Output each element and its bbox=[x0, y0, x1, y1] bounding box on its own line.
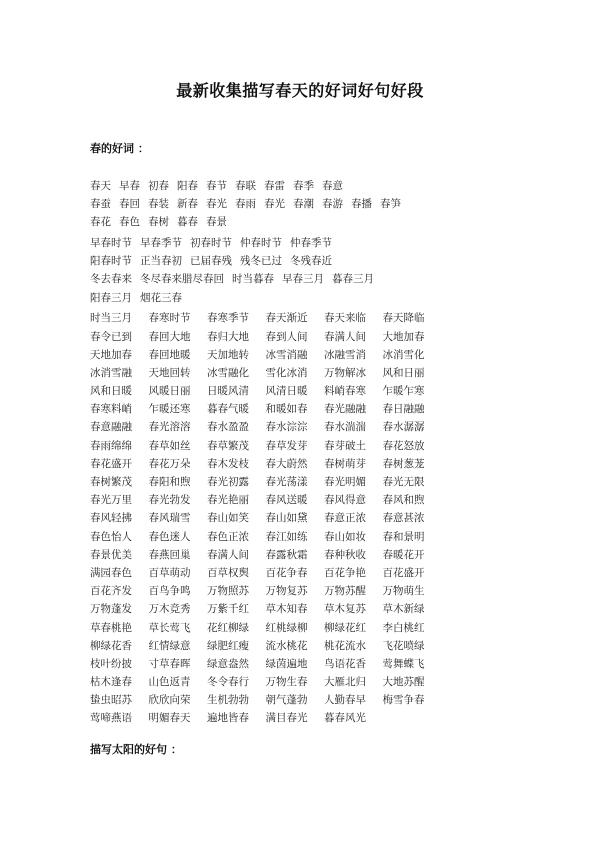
word-row bbox=[90, 691, 520, 709]
word-item: 草木复苏 bbox=[324, 603, 366, 616]
word-item: 初春 bbox=[148, 180, 169, 192]
word-item: 春山如笑 bbox=[207, 512, 249, 525]
word-item: 暮春 bbox=[177, 216, 198, 229]
word-item: 时当三月 bbox=[90, 312, 132, 325]
word-row bbox=[90, 270, 520, 288]
word-item: 已届春残 bbox=[190, 255, 232, 268]
word-item: 正当春初 bbox=[140, 255, 182, 268]
word-item: 春木发枝 bbox=[207, 457, 249, 470]
word-item: 朝气蓬勃 bbox=[265, 694, 308, 707]
word-row bbox=[90, 673, 520, 691]
word-item: 春阳和煦 bbox=[148, 476, 191, 488]
word-row bbox=[90, 289, 520, 307]
word-item: 冰雪消融 bbox=[265, 348, 308, 361]
word-item: 春回大地 bbox=[148, 330, 191, 343]
word-item: 春天降临 bbox=[382, 312, 425, 325]
word-item: 大雁北归 bbox=[324, 676, 366, 689]
word-item: 春风瑞雪 bbox=[148, 512, 191, 525]
word-row bbox=[90, 600, 520, 618]
word-item: 春联 bbox=[235, 180, 256, 192]
word-row bbox=[90, 213, 520, 231]
word-item: 春花盛开 bbox=[90, 457, 132, 470]
word-item: 乍暖还寒 bbox=[148, 403, 191, 416]
word-item: 暮春气暖 bbox=[207, 403, 249, 416]
word-row bbox=[90, 491, 520, 509]
word-item: 春草发芽 bbox=[265, 439, 308, 452]
word-row bbox=[90, 328, 520, 346]
word-item: 万木竞秀 bbox=[148, 603, 191, 616]
word-item: 乍暖乍寒 bbox=[382, 385, 425, 398]
word-item: 百鸟争鸣 bbox=[148, 585, 191, 598]
word-item: 飞花喷绿 bbox=[382, 639, 425, 652]
word-item: 春树萌芽 bbox=[324, 457, 366, 470]
word-item: 李白桃红 bbox=[382, 621, 425, 634]
word-item: 柳绿花红 bbox=[324, 621, 366, 634]
word-item: 春树 bbox=[148, 216, 169, 229]
word-item: 大地苏醒 bbox=[382, 676, 425, 689]
word-item: 绿茵遍地 bbox=[265, 657, 308, 670]
word-item: 春水淙淙 bbox=[265, 421, 308, 434]
word-row bbox=[90, 582, 520, 600]
word-item: 草春桃艳 bbox=[90, 621, 132, 634]
word-item: 春水潺潺 bbox=[382, 421, 425, 434]
word-item: 万物蓬发 bbox=[90, 603, 132, 616]
word-row bbox=[90, 364, 520, 382]
word-item: 初春时节 bbox=[190, 237, 232, 250]
word-item: 春色 bbox=[119, 216, 140, 229]
word-item: 春意甚浓 bbox=[382, 512, 425, 525]
word-row bbox=[90, 546, 520, 564]
word-item: 仲春季节 bbox=[290, 237, 332, 250]
word-item: 春风轻拂 bbox=[90, 512, 132, 525]
word-item: 春雨绵绵 bbox=[90, 439, 132, 452]
word-item: 春水湍湍 bbox=[324, 421, 366, 434]
spring-word-list bbox=[90, 177, 520, 728]
word-item: 春笋 bbox=[380, 198, 401, 211]
word-item: 天地回转 bbox=[148, 366, 191, 379]
word-item: 春光 bbox=[206, 198, 227, 211]
word-item: 百草萌动 bbox=[148, 566, 191, 579]
word-item: 春花怒放 bbox=[382, 439, 425, 452]
word-item: 春装 bbox=[148, 198, 169, 211]
word-item: 欣欣向荣 bbox=[148, 694, 191, 707]
word-item: 百花盛开 bbox=[382, 566, 425, 579]
word-item: 早春季节 bbox=[140, 237, 182, 250]
word-item: 春游 bbox=[322, 198, 343, 211]
word-item: 暮春三月 bbox=[332, 273, 374, 286]
word-item: 大地加春 bbox=[382, 330, 425, 343]
word-item: 春回 bbox=[119, 198, 140, 211]
word-item: 春花万朵 bbox=[148, 457, 191, 470]
word-item: 春光融融 bbox=[324, 403, 366, 416]
word-item: 春大蔚然 bbox=[265, 457, 308, 470]
word-item: 春色正浓 bbox=[207, 530, 249, 543]
word-row bbox=[90, 455, 520, 473]
word-item: 人勤春早 bbox=[324, 694, 366, 707]
word-item: 春草繁茂 bbox=[207, 439, 249, 452]
word-item: 春草如丝 bbox=[148, 439, 191, 452]
word-item: 新春 bbox=[177, 198, 198, 211]
word-item: 风暖日丽 bbox=[148, 385, 191, 398]
word-item: 冰雪融化 bbox=[207, 366, 249, 379]
word-row bbox=[90, 473, 520, 491]
word-item: 春归大地 bbox=[207, 330, 249, 343]
word-row bbox=[90, 382, 520, 400]
word-item: 春意正浓 bbox=[324, 512, 366, 525]
word-item: 桃花流水 bbox=[324, 639, 366, 652]
word-item: 万物照苏 bbox=[207, 585, 249, 598]
word-item: 柳绿花香 bbox=[90, 639, 132, 652]
word-item: 春芽破土 bbox=[324, 439, 366, 452]
word-item: 春树繁茂 bbox=[90, 476, 132, 488]
word-item: 春水盈盈 bbox=[207, 421, 249, 434]
word-item: 春光明媚 bbox=[324, 476, 366, 488]
word-item: 残冬已过 bbox=[240, 255, 282, 268]
word-row bbox=[90, 234, 520, 252]
word-item: 春种秋收 bbox=[324, 548, 366, 561]
word-item: 春光 bbox=[264, 198, 285, 211]
word-item: 春寒料峭 bbox=[90, 403, 132, 416]
word-item: 百草权舆 bbox=[207, 566, 249, 579]
word-item: 万物生春 bbox=[265, 676, 308, 689]
word-item: 春风和煦 bbox=[382, 494, 425, 507]
word-item: 满园春色 bbox=[90, 566, 132, 579]
word-item: 春播 bbox=[351, 198, 372, 211]
word-item: 烟花三春 bbox=[140, 291, 182, 304]
word-item: 春露秋霜 bbox=[265, 548, 308, 561]
word-item: 万物解冰 bbox=[324, 366, 366, 379]
word-item: 春满人间 bbox=[324, 330, 366, 343]
word-item: 百花争春 bbox=[265, 566, 308, 579]
word-item: 暮春风光 bbox=[324, 712, 366, 725]
word-item: 春雨 bbox=[235, 198, 256, 211]
word-item: 春意 bbox=[322, 180, 343, 192]
word-row bbox=[90, 709, 520, 727]
word-item: 草木新绿 bbox=[382, 603, 425, 616]
word-row bbox=[90, 400, 520, 418]
word-item: 春寒季节 bbox=[207, 312, 249, 325]
word-item: 春寒时节 bbox=[148, 312, 191, 325]
word-item: 春景优美 bbox=[90, 548, 132, 561]
word-item: 草木知春 bbox=[265, 603, 308, 616]
word-item: 遍地皆春 bbox=[207, 712, 249, 725]
word-item: 万紫千红 bbox=[207, 603, 249, 616]
word-item: 山色返青 bbox=[148, 676, 191, 689]
word-item: 春回地暖 bbox=[148, 348, 191, 361]
word-item: 冰融雪消 bbox=[324, 348, 366, 361]
word-item: 日暖风清 bbox=[207, 385, 249, 398]
word-item: 春光溶溶 bbox=[148, 421, 191, 434]
word-item: 春光万里 bbox=[90, 494, 132, 507]
word-item: 春景 bbox=[206, 216, 227, 229]
word-item: 生机勃勃 bbox=[207, 694, 249, 707]
word-row bbox=[90, 177, 520, 195]
word-item: 春到人间 bbox=[265, 330, 308, 343]
word-item: 和暖如春 bbox=[265, 403, 308, 416]
word-item: 春光荡漾 bbox=[265, 476, 308, 488]
word-item: 红情绿意 bbox=[148, 639, 191, 652]
word-item: 时当暮春 bbox=[232, 273, 274, 286]
word-row bbox=[90, 637, 520, 655]
word-row bbox=[90, 528, 520, 546]
word-item: 冬残春近 bbox=[290, 255, 332, 268]
word-row bbox=[90, 252, 520, 270]
word-item: 寸草春晖 bbox=[148, 657, 191, 670]
word-item: 春日融融 bbox=[382, 403, 425, 416]
word-item: 春满人间 bbox=[207, 548, 249, 561]
word-item: 早春时节 bbox=[90, 237, 132, 250]
word-item: 枝叶纷披 bbox=[90, 657, 132, 670]
word-item: 阳春三月 bbox=[90, 291, 132, 304]
word-item: 春光初露 bbox=[207, 476, 249, 488]
word-item: 蛰虫昭苏 bbox=[90, 694, 132, 707]
word-item: 春江如练 bbox=[265, 530, 308, 543]
word-item: 春潮 bbox=[293, 198, 314, 211]
word-item: 春风得意 bbox=[324, 494, 366, 507]
word-item: 春光无限 bbox=[382, 476, 425, 488]
word-row bbox=[90, 655, 520, 673]
word-item: 春花 bbox=[90, 216, 111, 229]
word-item: 风和日暖 bbox=[90, 385, 132, 398]
word-item: 万物复苏 bbox=[265, 585, 308, 598]
word-item: 草长莺飞 bbox=[148, 621, 191, 634]
word-item: 雪化冰消 bbox=[265, 366, 308, 379]
word-row bbox=[90, 418, 520, 436]
word-item: 料峭春寒 bbox=[324, 385, 366, 398]
word-item: 莺啼燕语 bbox=[90, 712, 132, 725]
word-item: 天加地转 bbox=[207, 348, 249, 361]
word-item: 阳春 bbox=[177, 180, 198, 192]
word-item: 天地加春 bbox=[90, 348, 132, 361]
word-item: 冬去春来 bbox=[90, 273, 132, 286]
word-item: 春光艳丽 bbox=[207, 494, 249, 507]
word-item: 春季 bbox=[293, 180, 314, 192]
word-item: 枯木逢春 bbox=[90, 676, 132, 689]
word-item: 春意融融 bbox=[90, 421, 132, 434]
word-item: 风清日暖 bbox=[265, 385, 308, 398]
word-item: 早春 bbox=[119, 180, 140, 192]
word-item: 春山如黛 bbox=[265, 512, 308, 525]
section-heading-sun-sentences: 描写太阳的好句 ： bbox=[90, 743, 182, 756]
word-item: 春天渐近 bbox=[265, 312, 308, 325]
word-item: 梅雪争春 bbox=[382, 694, 425, 707]
word-item: 冰消雪融 bbox=[90, 366, 132, 379]
word-row bbox=[90, 509, 520, 527]
word-row bbox=[90, 619, 520, 637]
word-item: 满目春光 bbox=[265, 712, 308, 725]
word-item: 红桃绿柳 bbox=[265, 621, 308, 634]
word-row bbox=[90, 309, 520, 327]
word-item: 阳春时节 bbox=[90, 255, 132, 268]
word-item: 春蚕 bbox=[90, 198, 111, 211]
word-item: 春节 bbox=[206, 180, 227, 192]
word-item: 流水桃花 bbox=[265, 639, 308, 652]
word-item: 仲春时节 bbox=[240, 237, 282, 250]
word-item: 莺舞蝶飞 bbox=[382, 657, 425, 670]
word-row bbox=[90, 437, 520, 455]
word-item: 万物苏醒 bbox=[324, 585, 366, 598]
word-item: 绿肥红瘦 bbox=[207, 639, 249, 652]
word-item: 春天 bbox=[90, 180, 111, 192]
word-item: 百花齐发 bbox=[90, 585, 132, 598]
word-item: 风和日丽 bbox=[382, 366, 425, 379]
word-item: 早春三月 bbox=[282, 273, 324, 286]
section-heading-spring-words: 春的好词 ： bbox=[90, 142, 149, 155]
word-item: 春雷 bbox=[264, 180, 285, 192]
word-row bbox=[90, 564, 520, 582]
word-item: 春燕回巢 bbox=[148, 548, 191, 561]
word-item: 花红柳绿 bbox=[207, 621, 249, 634]
word-item: 冰消雪化 bbox=[382, 348, 425, 361]
word-item: 百花争艳 bbox=[324, 566, 366, 579]
word-item: 春山如妆 bbox=[324, 530, 366, 543]
word-item: 明媚春天 bbox=[148, 712, 191, 725]
word-item: 春令已到 bbox=[90, 330, 132, 343]
word-item: 春树葱茏 bbox=[382, 457, 425, 470]
word-item: 绿意盎然 bbox=[207, 657, 249, 670]
document-title: 最新收集描写春天的好词好句好段 bbox=[176, 81, 424, 100]
word-item: 春暖花开 bbox=[382, 548, 425, 561]
word-item: 春色迷人 bbox=[148, 530, 191, 543]
word-item: 春风送暖 bbox=[265, 494, 308, 507]
word-item: 春光勃发 bbox=[148, 494, 191, 507]
word-item: 冬令春行 bbox=[207, 676, 249, 689]
word-row bbox=[90, 346, 520, 364]
word-row bbox=[90, 195, 520, 213]
word-item: 春和景明 bbox=[382, 530, 425, 543]
word-item: 冬尽春来腊尽春回 bbox=[140, 273, 224, 286]
word-item: 春色怡人 bbox=[90, 530, 132, 543]
word-item: 万物萌生 bbox=[382, 585, 425, 598]
word-item: 春天来临 bbox=[324, 312, 366, 325]
word-item: 鸟语花香 bbox=[324, 657, 366, 670]
